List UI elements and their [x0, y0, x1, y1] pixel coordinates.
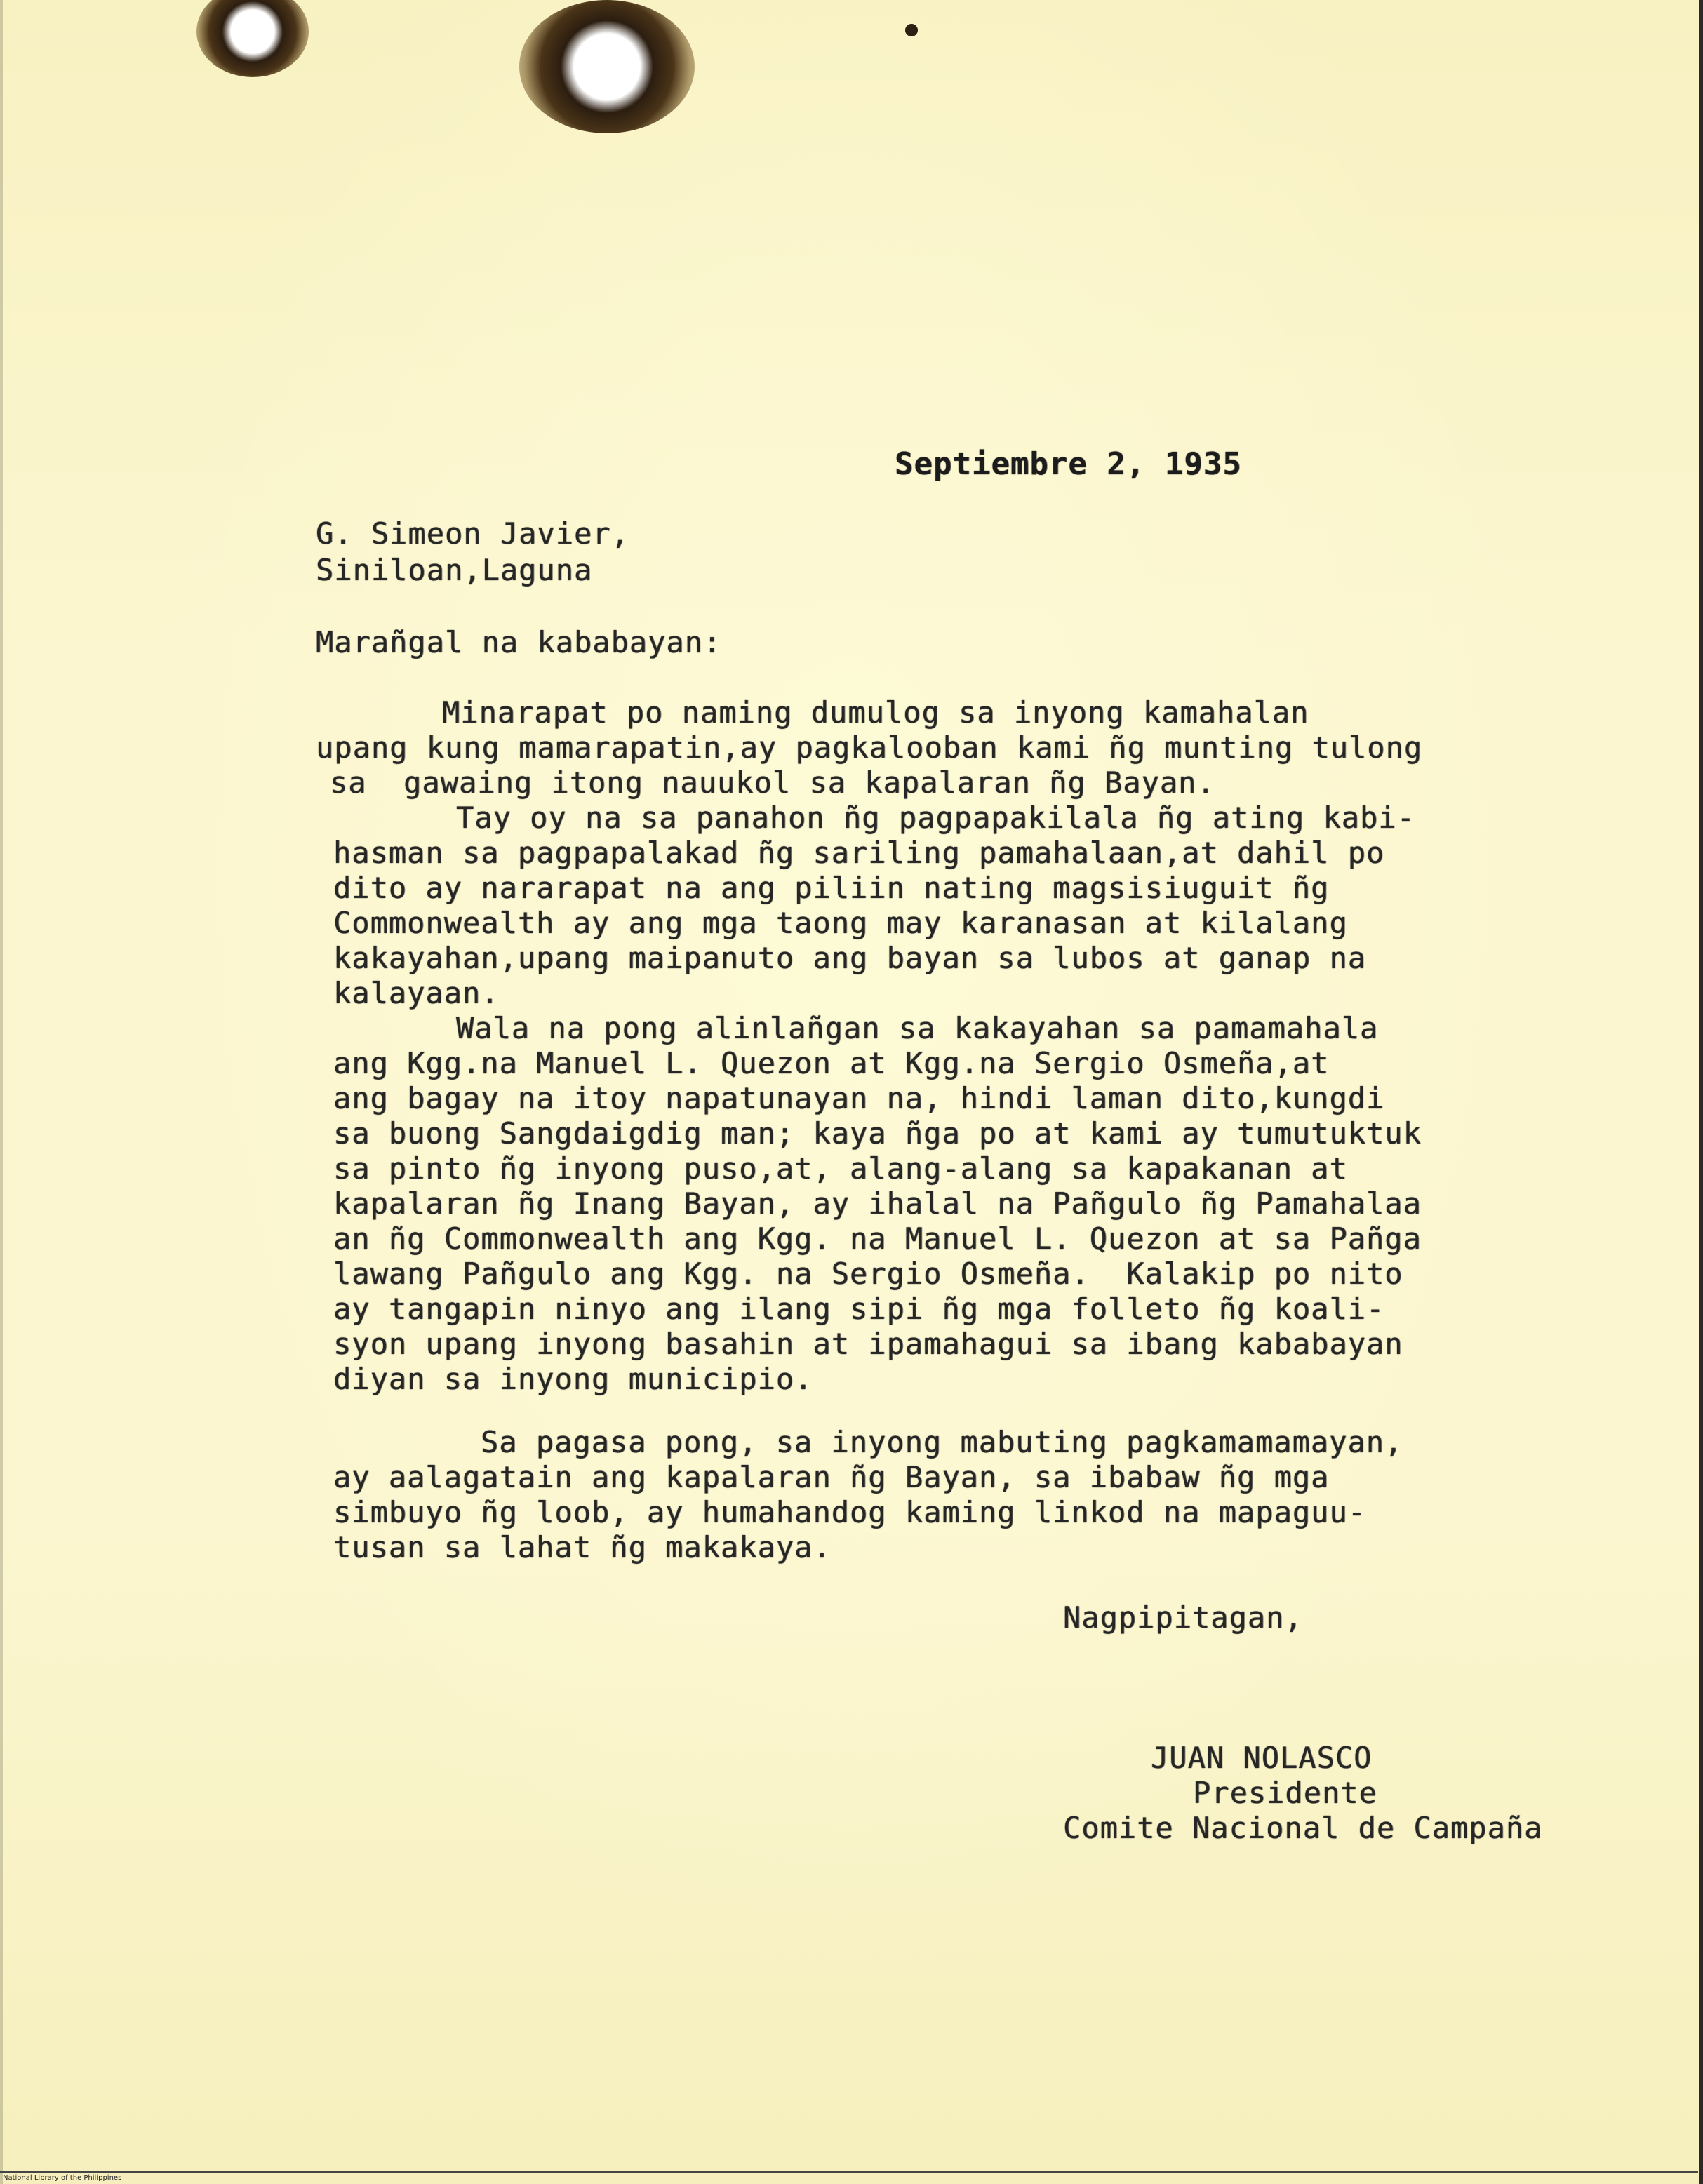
punch-hole-right [519, 0, 695, 133]
paragraph-2-line: Commonwealth ay ang mga taong may karanasan at kilalang [333, 906, 1348, 940]
paragraph-3-line: sa pinto ñg inyong puso,at, alang-alang sa kapakanan at [333, 1151, 1348, 1186]
archive-footer: National Library of the Philippines [3, 2174, 122, 2182]
paragraph-3-line: an ñg Commonwealth ang Kgg. na Manuel L. Quezon at sa Pañga [333, 1221, 1422, 1256]
signatory-organization: Comite Nacional de Campaña [1063, 1811, 1543, 1845]
salutation: Marañgal na kababayan: [316, 625, 722, 659]
punch-hole-left [196, 0, 309, 77]
closing: Nagpipitagan, [1063, 1600, 1303, 1635]
paragraph-4-line: ay aalagatain ang kapalaran ñg Bayan, sa ibabaw ñg mga [333, 1460, 1330, 1494]
paragraph-3-line: Wala na pong alinlañgan sa kakayahan sa pamamahala [456, 1011, 1379, 1045]
scan-footer-rule [0, 2171, 1698, 2173]
paragraph-2-line: Tay oy na sa panahon ñg pagpapakilala ñg ating kabi- [456, 800, 1415, 835]
scan-edge-left [0, 0, 3, 2184]
paragraph-3-line: sa buong Sangdaigdig man; kaya ñga po at kami ay tumutuktuk [333, 1116, 1422, 1151]
paragraph-1-line: sa gawaing itong nauukol sa kapalaran ñg Bayan. [330, 765, 1215, 800]
paragraph-4-line: Sa pagasa pong, sa inyong mabuting pagkamamamayan, [481, 1425, 1403, 1459]
paragraph-2-line: kalayaan. [333, 976, 500, 1010]
paragraph-3-line: ang bagay na itoy napatunayan na, hindi laman dito,kungdi [333, 1081, 1385, 1116]
paragraph-2-line: dito ay nararapat na ang piliin nating magsisiuguit ñg [333, 871, 1330, 905]
paragraph-4-line: simbuyo ñg loob, ay humahandog kaming linkod na mapaguu- [333, 1495, 1367, 1529]
paragraph-2-line: kakayahan,upang maipanuto ang bayan sa lubos at ganap na [333, 941, 1367, 975]
paragraph-3-line: ay tangapin ninyo ang ilang sipi ñg mga folleto ñg koali- [333, 1292, 1385, 1326]
paragraph-1-line: upang kung mamarapatin,ay pagkalooban kami ñg munting tulong [316, 730, 1423, 765]
signatory-name: JUAN NOLASCO [1151, 1741, 1373, 1775]
paragraph-3-line: syon upang inyong basahin at ipamahagui sa ibang kababayan [333, 1327, 1403, 1361]
paragraph-3-line: lawang Pañgulo ang Kgg. na Sergio Osmeña. Kalakip po nito [333, 1257, 1403, 1291]
paragraph-2-line: hasman sa pagpapalakad ñg sariling pamahalaan,at dahil po [333, 836, 1385, 870]
addressee-name: G. Simeon Javier, [316, 516, 629, 551]
paragraph-3-line: diyan sa inyong municipio. [333, 1362, 813, 1396]
ink-spot [905, 24, 918, 36]
paragraph-3-line: kapalaran ñg Inang Bayan, ay ihalal na Pañgulo ñg Pamahalaa [333, 1186, 1422, 1221]
paragraph-3-line: ang Kgg.na Manuel L. Quezon at Kgg.na Sergio Osmeña,at [333, 1046, 1330, 1080]
paragraph-4-line: tusan sa lahat ñg makakaya. [333, 1530, 832, 1565]
scan-edge-right [1699, 0, 1703, 2184]
addressee-location: Siniloan,Laguna [316, 553, 593, 587]
paragraph-1-line: Minarapat po naming dumulog sa inyong kamahalan [442, 695, 1309, 730]
letter-date: Septiembre 2, 1935 [895, 446, 1242, 482]
signatory-title: Presidente [1193, 1776, 1377, 1810]
